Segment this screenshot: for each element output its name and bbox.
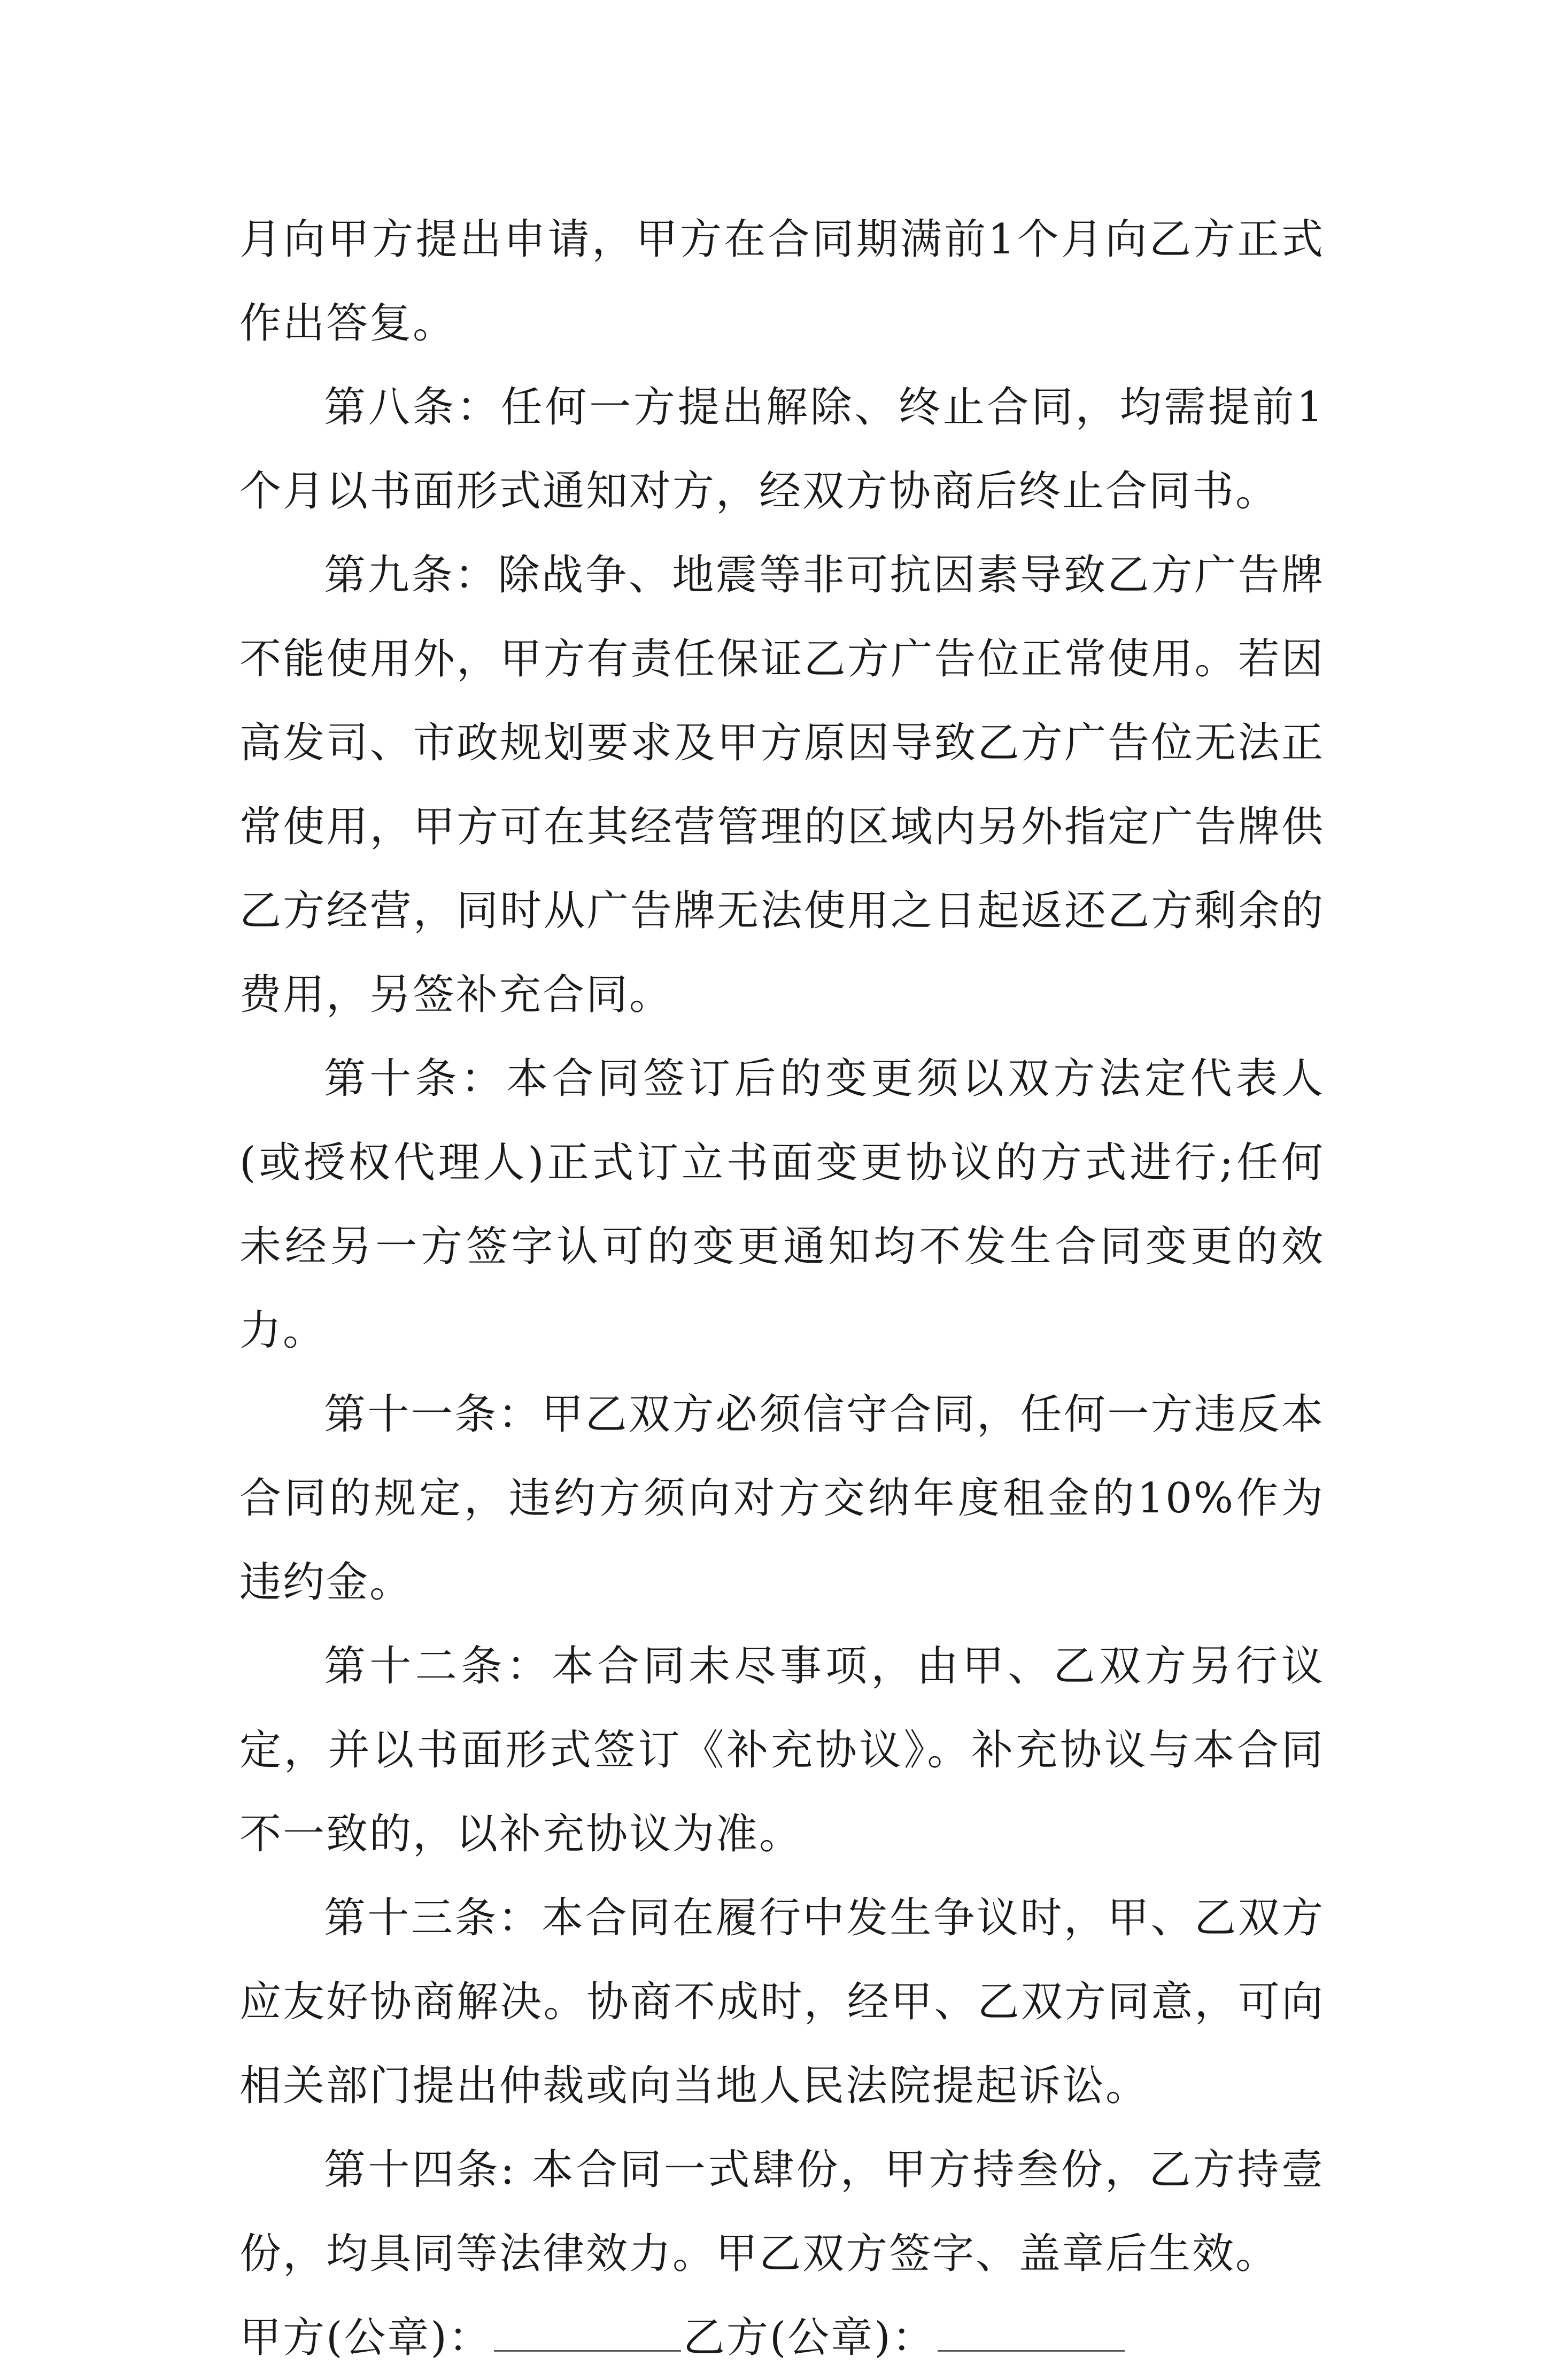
paragraph-continuation: 月向甲方提出申请，甲方在合同期满前1个月向乙方正式作出答复。 [239, 215, 1325, 347]
paragraph-article-9: 第九条：除战争、地震等非可抗因素导致乙方广告牌不能使用外，甲方有责任保证乙方广告位正常使用。若因高发司、市政规划要求及甲方原因导致乙方广告位无法正常使用，甲方可在其经营管理的区域内另外指定广告牌供乙方经营，同时从广告牌无法使用之日起返还乙方剩余的费用，另签补充合同。 [239, 551, 1325, 1019]
party-a-seal-blank [494, 2318, 681, 2352]
paragraph-article-8: 第八条：任何一方提出解除、终止合同，均需提前1个月以书面形式通知对方，经双方协商后终止合同书。 [239, 383, 1325, 515]
paragraph-article-12: 第十二条：本合同未尽事项，由甲、乙双方另行议定，并以书面形式签订《补充协议》。补充协议与本合同不一致的，以补充协议为准。 [239, 1642, 1325, 1858]
party-b-seal-blank [938, 2318, 1125, 2352]
contract-body [239, 198, 1325, 2380]
paragraph-article-11: 第十一条：甲乙双方必须信守合同，任何一方违反本合同的规定，违约方须向对方交纳年度租金的10%作为违约金。 [239, 1390, 1325, 1606]
paragraph-article-10: 第十条：本合同签订后的变更须以双方法定代表人(或授权代理人)正式订立书面变更协议的方式进行;任何未经另一方签字认可的变更通知均不发生合同变更的效力。 [239, 1055, 1325, 1355]
party-b-seal-label: 乙方(公章)： [683, 2314, 935, 2362]
paragraph-article-14: 第十四条: 本合同一式肆份，甲方持叁份，乙方持壹份，均具同等法律效力。甲乙双方签字、盖章后生效。 [239, 2146, 1325, 2278]
signature-line [239, 2296, 1325, 2380]
paragraph-article-13: 第十三条：本合同在履行中发生争议时，甲、乙双方应友好协商解决。协商不成时，经甲、乙双方同意，可向相关部门提出仲裁或向当地人民法院提起诉讼。 [239, 1894, 1325, 2110]
party-a-seal-label: 甲方(公章)： [239, 2314, 492, 2362]
